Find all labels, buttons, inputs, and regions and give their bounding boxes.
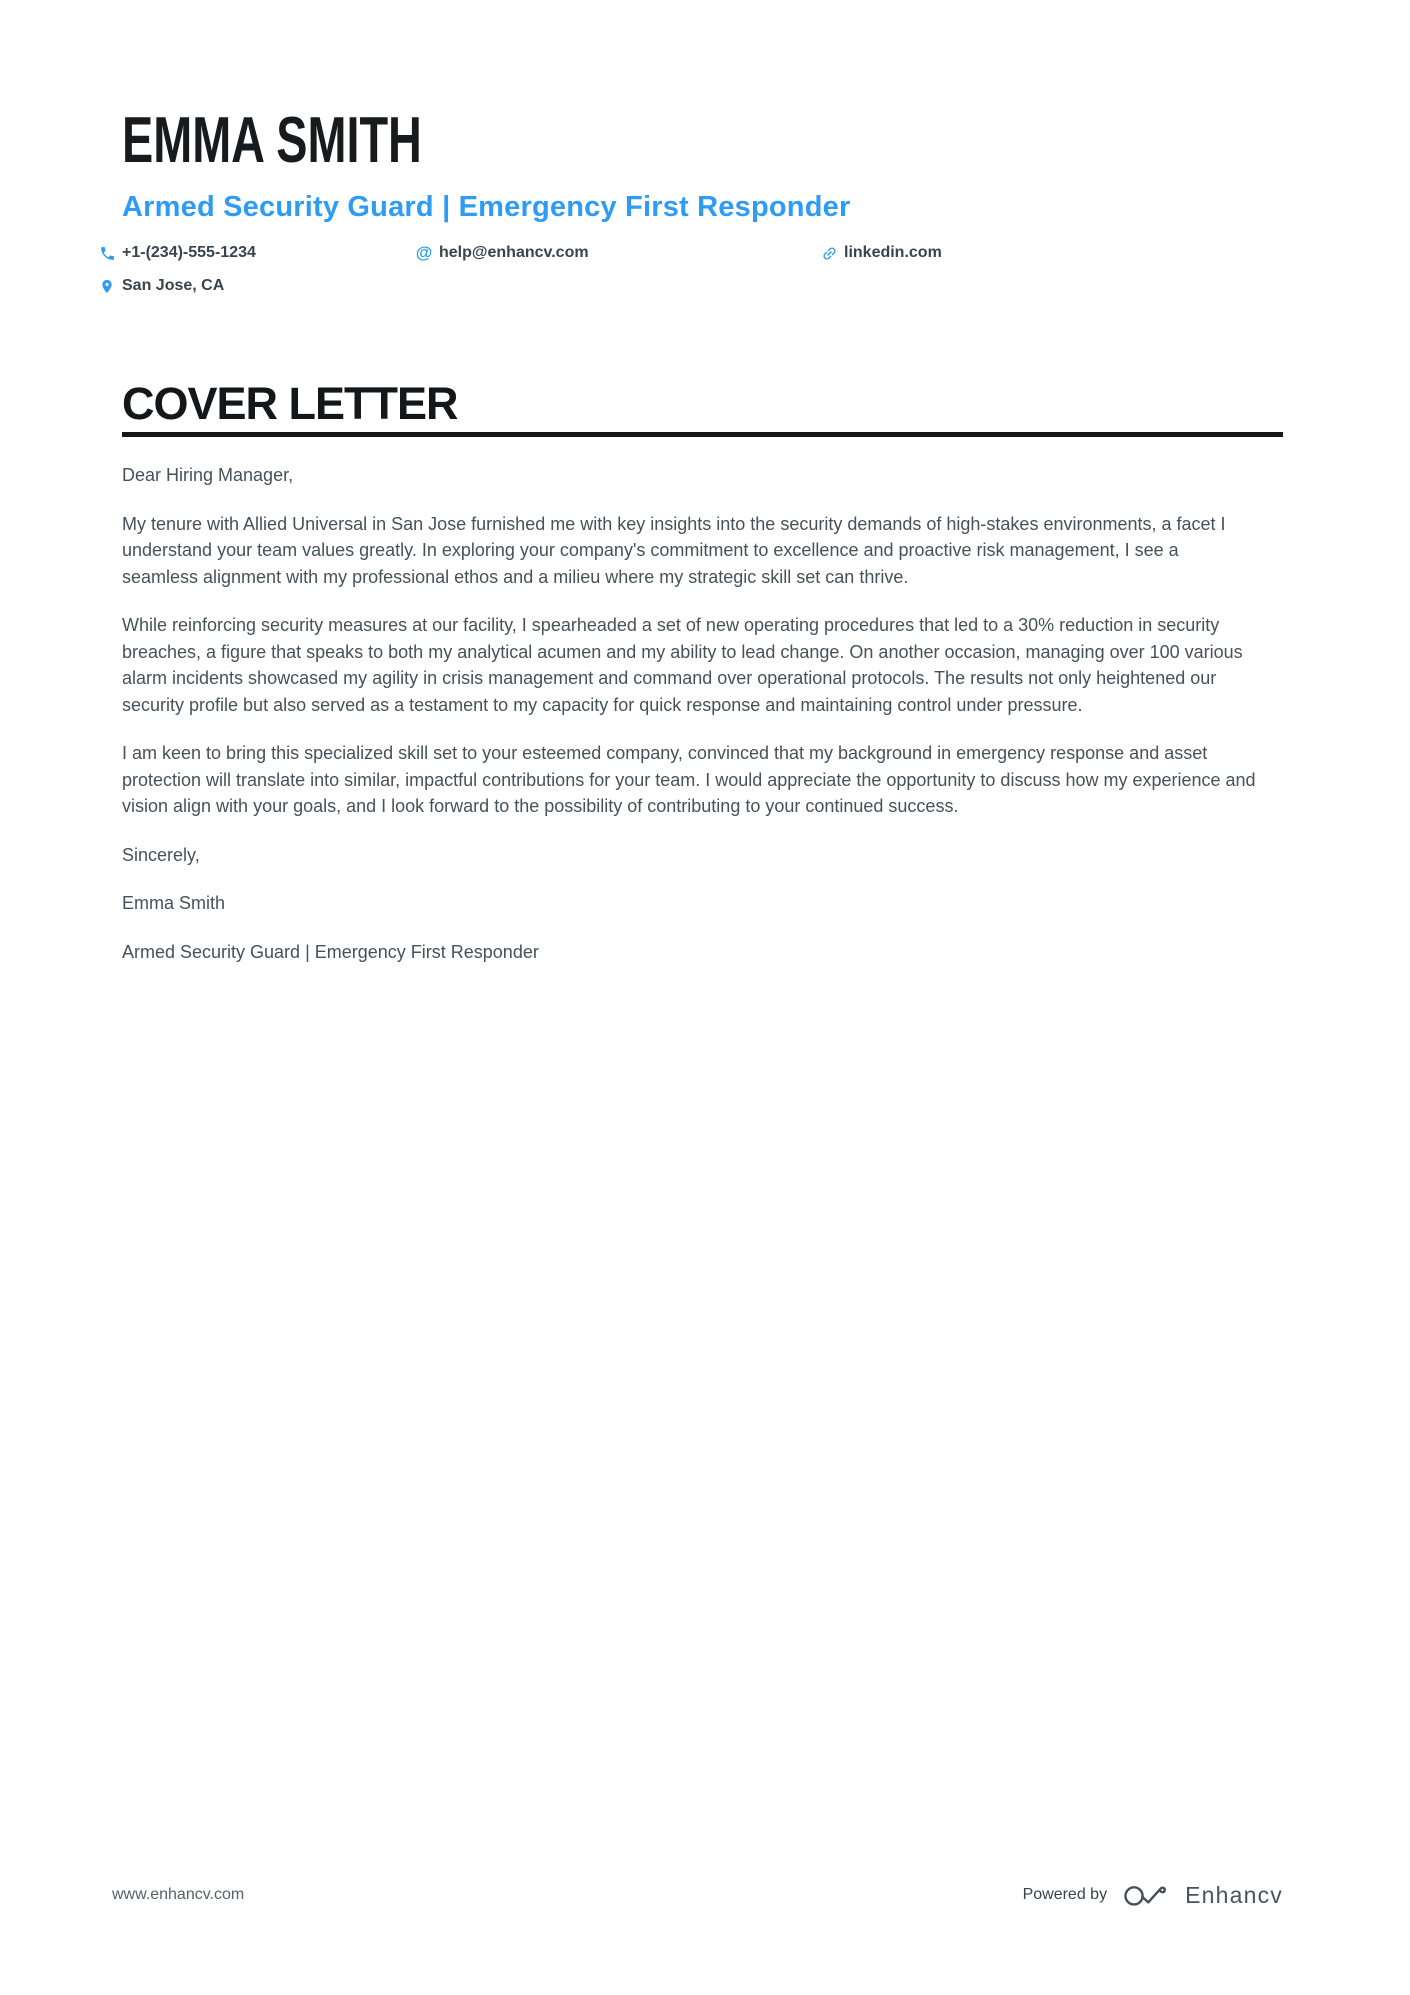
signature-name: Emma Smith [122,893,226,913]
section-heading: COVER LETTER [122,378,458,429]
contact-email[interactable] [415,243,589,263]
letter-body [122,462,1257,965]
job-title: Armed Security Guard | Emergency First Responder [122,191,851,223]
person-name: EMMA SMITH [122,103,422,176]
signature-title: Armed Security Guard | Emergency First Responder [122,941,539,962]
enhancv-logo[interactable] [1123,1881,1169,1909]
at-icon: @ [415,243,433,262]
brand-wordmark[interactable]: Enhancv [1185,1881,1283,1908]
contact-email-text: help@enhancv.com [439,244,589,261]
contact-location-text: San Jose, CA [122,277,225,294]
paragraph-1: My tenure with Allied Universal in San Jose furnished me with key insights into the security demands of high-stakes environments, a facet I understand your team values greatly. In exploring your company's commitment to excellence and proactive risk management, I see a seamless alignment with my professional ethos and a milieu where my strategic skill set can thrive. [122,513,1226,587]
website-link[interactable]: www.enhancv.com [112,1886,245,1903]
salutation: Dear Hiring Manager, [122,465,294,485]
powered-by-label: Powered by [1022,1886,1108,1903]
page-footer [0,1878,1410,1912]
phone-icon [98,244,116,262]
paragraph-3: I am keen to bring this specialized skill set to your esteemed company, convinced that my background in emergency response and asset protection will translate into similar, impactful contributions for your team. I would appreciate the opportunity to discuss how my experience and vision align with your goals, and I look forward to the possibility of contributing to your continued success. [122,743,1256,816]
contact-linkedin-text: linkedin.com [844,244,942,261]
closing: Sincerely, [122,844,200,865]
contact-info [98,243,1283,296]
location-pin-icon [98,277,116,295]
powered-by [1023,1878,1283,1912]
contact-phone-text: +1-(234)-555-1234 [122,244,256,261]
link-icon [820,244,838,262]
contact-phone[interactable] [98,243,256,263]
contact-linkedin[interactable] [820,243,942,263]
contact-location [98,276,224,296]
section-underline [122,432,1283,437]
paragraph-2: While reinforcing security measures at our facility, I spearheaded a set of new operating procedures that led to a 30% reduction in security breaches, a figure that speaks to both my analytical acumen and my ability to lead change. On another occasion, managing over 100 various alarm incidents showcased my agility in crisis management and command over operational protocols. The results not only heightened our security profile but also served as a testament to my capacity for quick response and maintaining control under pressure. [122,615,1243,715]
